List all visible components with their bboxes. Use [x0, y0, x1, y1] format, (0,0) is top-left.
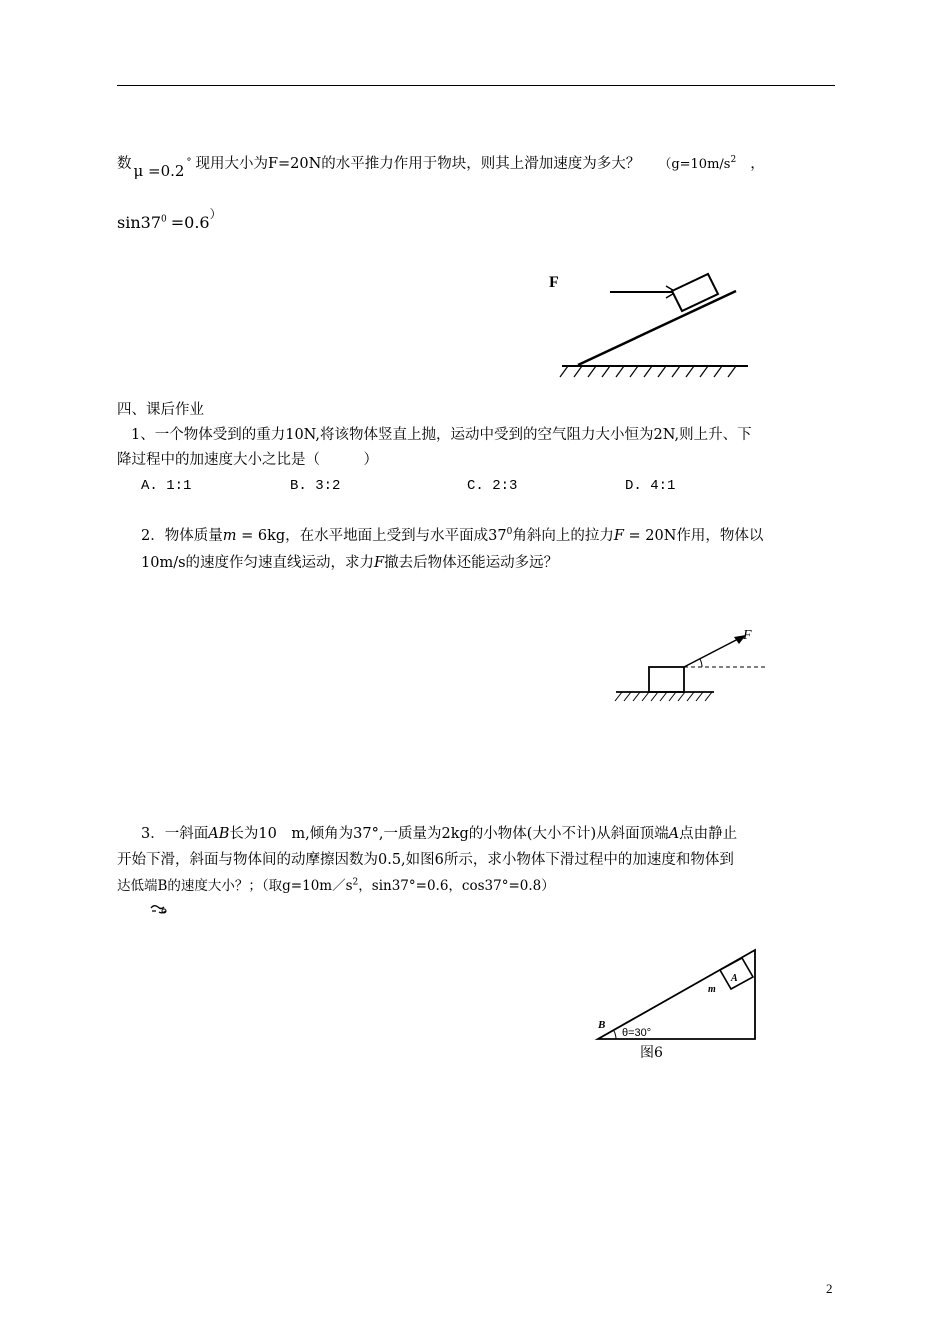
page-number: 2: [826, 1281, 833, 1296]
block-on-incline: [672, 274, 718, 311]
q3-line3-sup: 2: [352, 877, 359, 888]
prev-problem-line1: [117, 152, 765, 180]
block: [649, 667, 684, 692]
g-comma: ，: [750, 156, 765, 172]
incline-line: [578, 291, 736, 365]
angle-arc: [700, 659, 702, 667]
q2-prefix: 2．物体质量: [141, 528, 223, 544]
g-superscript: 2: [730, 155, 737, 166]
ground-hatching: [560, 366, 736, 377]
q3-prefix: 3．一斜面: [141, 826, 209, 842]
sin-superscript: 0: [161, 214, 167, 225]
label-theta: θ=30°: [622, 1027, 652, 1039]
label-a: A: [731, 973, 738, 984]
q1-option-a: A. 1:1: [141, 478, 192, 494]
incline-force-figure: [540, 265, 760, 385]
q1-line2: 降过程中的加速度大小之比是（ ）: [117, 452, 378, 468]
q3-line3-start: 达低端B的速度大小？；（取g=10m／s: [117, 878, 353, 894]
q3-a-var: A: [668, 826, 680, 842]
q2-degree-sup: 0: [506, 527, 513, 538]
header-rule: [117, 85, 835, 86]
sin-value: =0.6: [170, 213, 210, 232]
degree-mark: °: [186, 157, 192, 168]
sin-text: sin37: [117, 213, 161, 232]
q2-force-value: = 20N作用，物体以: [623, 528, 764, 544]
q3-ab-var: AB: [208, 826, 230, 842]
q2-line2: [141, 552, 558, 574]
q2-line2-end: 撤去后物体还能运动多远？: [384, 555, 559, 571]
q2-line2-start: 10m/s的速度作匀速直线运动，求力: [141, 555, 375, 571]
ground-hatching: [615, 692, 712, 701]
q2-middle: 角斜向上的拉力: [512, 528, 614, 544]
q1-line1: 1、一个物体受到的重力10N,将该物体竖直上抛，运动中受到的空气阻力大小恒为2N,则上升、下: [131, 427, 752, 443]
q1-option-c: C. 2:3: [467, 478, 518, 494]
incline-triangle-figure: [590, 920, 770, 1065]
q3-end: 点由静止: [679, 826, 738, 842]
mu-expression: μ =0.2: [133, 162, 185, 180]
q2-mass-var: m: [222, 528, 237, 544]
figure1-force-label: F: [549, 274, 559, 291]
close-paren: ）: [209, 207, 222, 221]
g-value-open: （g=10m/s: [658, 157, 731, 172]
shu-char: 数: [117, 156, 132, 172]
angled-force-figure: [610, 625, 770, 710]
q3-line2: 开始下滑，斜面与物体间的动摩擦因数为0.5,如图6所示，求小物体下滑过程中的加速度和物体到: [117, 852, 734, 868]
angle-arc: [614, 1031, 616, 1039]
figure2-force-label: F: [743, 628, 752, 643]
label-m: m: [708, 984, 716, 995]
label-b: B: [598, 1019, 606, 1031]
q2-line1: [141, 525, 763, 547]
figure-caption: 图6: [640, 1045, 663, 1061]
sin-expression: [117, 207, 222, 232]
q2-force-var: F: [613, 528, 624, 544]
pull-force-line: [684, 638, 740, 667]
decorative-mark-icon: [149, 902, 169, 916]
section-title: 四、课后作业: [117, 402, 204, 418]
q3-middle: 长为10 m,倾角为37°,一质量为2kg的小物体(大小不计)从斜面顶端: [229, 826, 669, 842]
q2-line2-force-var: F: [374, 555, 385, 571]
q3-line3-end: ，sin37°=0.6，cos37°=0.8）: [358, 878, 555, 894]
q3-line3: [117, 875, 555, 897]
q1-option-d: D. 4:1: [625, 478, 676, 494]
q1-option-b: B. 3:2: [290, 478, 341, 494]
q2-mass-value: = 6kg，在水平地面上受到与水平面成37: [236, 528, 507, 544]
q3-line1: [141, 823, 737, 845]
prev-problem-sentence: 现用大小为F=20N的水平推力作用于物块，则其上滑加速度为多大？: [195, 156, 641, 172]
